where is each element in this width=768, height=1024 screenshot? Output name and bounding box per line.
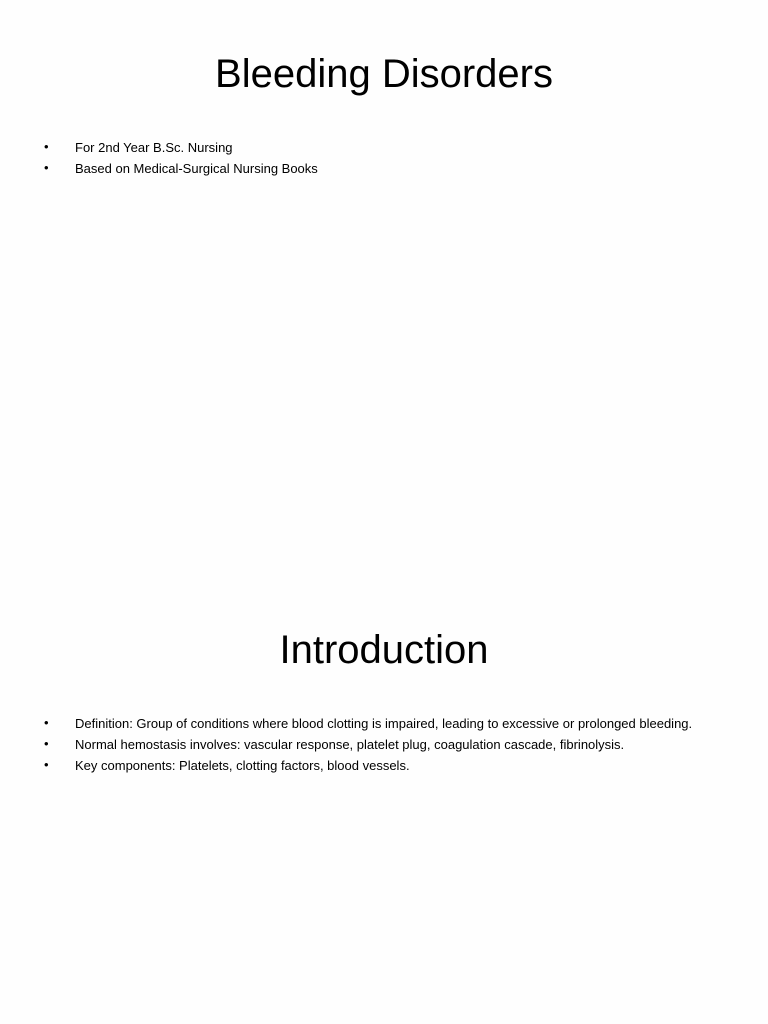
bullet-text: Key components: Platelets, clotting factors, blood vessels. bbox=[75, 758, 410, 773]
list-item bbox=[44, 139, 694, 157]
slide-2 bbox=[0, 576, 768, 1024]
slide-title: Introduction bbox=[279, 628, 489, 672]
list-item bbox=[44, 736, 694, 754]
bullet-list bbox=[44, 715, 694, 778]
bullet-icon: • bbox=[44, 757, 49, 772]
slide-title: Bleeding Disorders bbox=[215, 52, 553, 96]
bullet-text: Definition: Group of conditions where blood clotting is impaired, leading to excessive or prolonged bleeding. bbox=[75, 716, 693, 731]
list-item bbox=[44, 715, 694, 733]
bullet-icon: • bbox=[44, 139, 49, 154]
bullet-icon: • bbox=[44, 160, 49, 175]
bullet-icon: • bbox=[44, 715, 49, 730]
bullet-text: Based on Medical-Surgical Nursing Books bbox=[75, 161, 318, 176]
list-item bbox=[44, 160, 694, 178]
bullet-list bbox=[44, 139, 694, 181]
bullet-text: For 2nd Year B.Sc. Nursing bbox=[75, 140, 233, 155]
bullet-icon: • bbox=[44, 736, 49, 751]
list-item bbox=[44, 757, 694, 775]
bullet-text: Normal hemostasis involves: vascular response, platelet plug, coagulation cascade, fibrinolysis. bbox=[75, 737, 625, 752]
